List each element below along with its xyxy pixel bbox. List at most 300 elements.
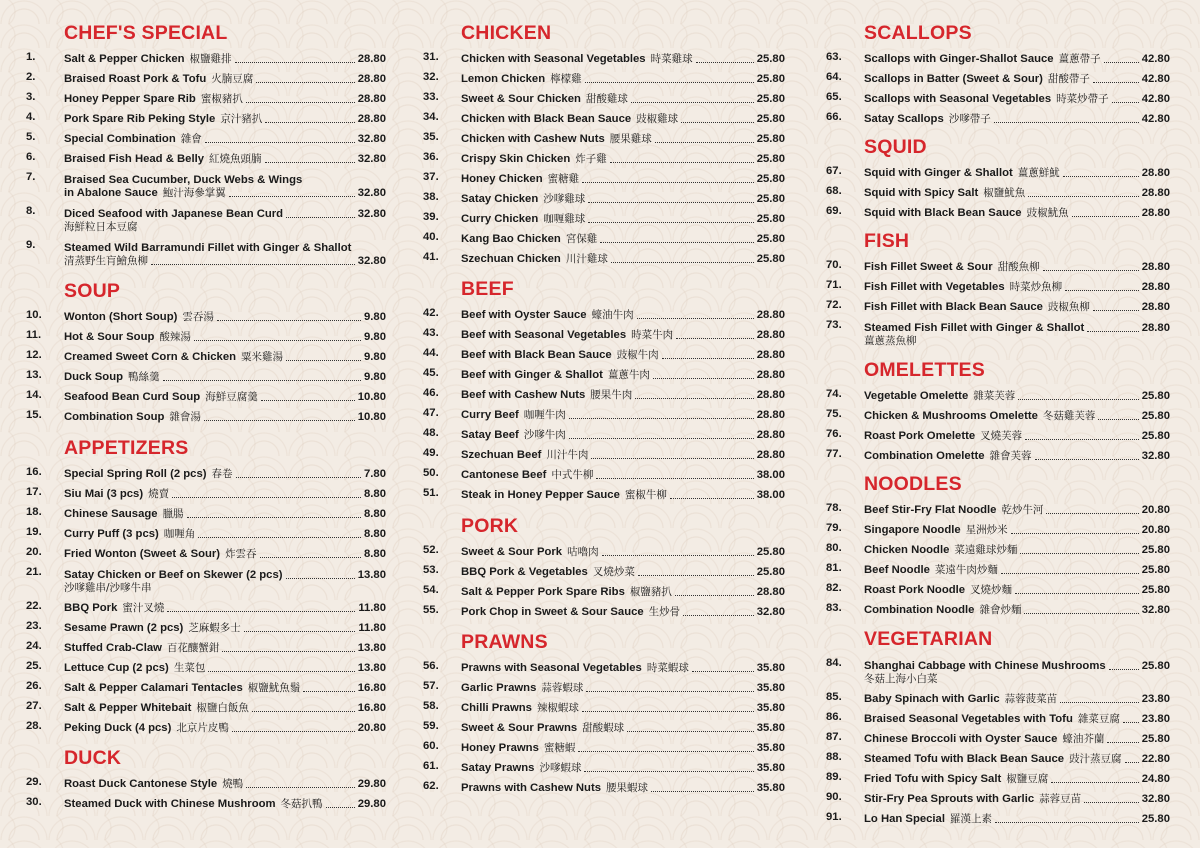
item-price: 25.80 — [756, 73, 785, 85]
item-number: 66. — [826, 111, 842, 123]
dot-leader — [1046, 512, 1138, 514]
item-name: Siu Mai (3 pcs) — [64, 488, 144, 500]
item-body — [864, 733, 1170, 746]
item-name: Duck Soup — [64, 371, 123, 383]
dot-leader — [1028, 195, 1138, 197]
menu-item — [826, 46, 1170, 66]
item-name: Prawns with Seasonal Vegetables — [461, 662, 642, 674]
item-name: Curry Beef — [461, 409, 519, 421]
item-number: 12. — [26, 349, 42, 361]
dot-leader — [236, 476, 362, 478]
item-line — [461, 173, 785, 186]
item-body — [461, 213, 785, 226]
item-line — [461, 349, 785, 362]
item-name: Salt & Pepper Chicken — [64, 53, 185, 65]
menu-item — [423, 86, 785, 106]
item-line — [864, 544, 1170, 557]
dot-leader — [596, 477, 753, 479]
item-line — [864, 322, 1170, 335]
item-chinese-name: 蠔油牛肉 — [591, 309, 634, 321]
item-number: 11. — [26, 329, 42, 341]
menu-item — [826, 557, 1170, 577]
item-price: 25.80 — [756, 53, 785, 65]
item-body — [461, 742, 785, 755]
item-line — [864, 93, 1170, 106]
menu-item — [423, 675, 785, 695]
dot-leader — [1024, 612, 1138, 614]
menu-item — [826, 423, 1170, 443]
item-name: Fish Fillet with Vegetables — [864, 281, 1005, 293]
dot-leader — [252, 710, 355, 712]
menu-item — [26, 46, 386, 66]
item-number: 10. — [26, 309, 42, 321]
item-number: 9. — [26, 239, 36, 251]
menu-item — [826, 106, 1170, 126]
item-body — [461, 153, 785, 166]
item-body — [64, 411, 386, 424]
item-chinese-name: 羅漢上素 — [949, 813, 992, 825]
item-body — [864, 187, 1170, 200]
item-number: 24. — [26, 640, 42, 652]
item-body — [864, 544, 1170, 557]
item-body — [461, 93, 785, 106]
item-number: 27. — [26, 700, 42, 712]
item-chinese-name: 海鮮粒日本豆腐 — [64, 221, 138, 233]
item-body — [64, 682, 386, 695]
item-line — [461, 369, 785, 382]
item-line — [461, 409, 785, 422]
menu-item — [26, 106, 386, 126]
item-price: 25.80 — [756, 193, 785, 205]
menu-item — [826, 786, 1170, 806]
item-line — [64, 255, 386, 268]
menu-item — [26, 364, 386, 384]
item-body — [461, 586, 785, 599]
item-price: 20.80 — [1141, 504, 1170, 516]
item-name: Beef with Cashew Nuts — [461, 389, 586, 401]
item-price: 25.80 — [1141, 410, 1170, 422]
item-chinese-name: 叉燒炒麵 — [970, 584, 1013, 596]
item-price: 8.80 — [364, 488, 386, 500]
item-line — [64, 702, 386, 715]
item-body — [864, 660, 1170, 686]
item-number: 1. — [26, 51, 36, 63]
item-body — [461, 329, 785, 342]
item-number: 68. — [826, 185, 842, 197]
dot-leader — [260, 556, 361, 558]
item-body — [461, 469, 785, 482]
menu-item-list — [26, 771, 386, 811]
item-chinese-name: 椒鹽白飯魚 — [196, 702, 249, 714]
item-name: Sweet & Sour Chicken — [461, 93, 581, 105]
dot-leader — [1109, 668, 1139, 670]
item-line — [64, 528, 386, 541]
item-name: Squid with Ginger & Shallot — [864, 167, 1013, 179]
item-price: 42.80 — [1141, 73, 1170, 85]
item-number: 50. — [423, 467, 439, 479]
menu-item — [26, 501, 386, 521]
menu-item — [423, 322, 785, 342]
item-name: Stir-Fry Pea Sprouts with Garlic — [864, 793, 1035, 805]
item-name: Szechuan Chicken — [461, 253, 561, 265]
dot-leader — [1107, 741, 1138, 743]
item-line — [64, 331, 386, 344]
dot-leader — [578, 750, 753, 752]
item-price: 28.80 — [357, 93, 386, 105]
item-line — [64, 778, 386, 791]
item-price: 23.80 — [1141, 713, 1170, 725]
item-price: 25.80 — [1141, 430, 1170, 442]
menu-item — [423, 146, 785, 166]
item-line — [864, 301, 1170, 314]
item-number: 26. — [26, 680, 42, 692]
dot-leader — [588, 201, 753, 203]
item-line — [64, 93, 386, 106]
item-name: Combination Soup — [64, 411, 165, 423]
item-number: 13. — [26, 369, 42, 381]
dot-leader — [651, 790, 754, 792]
menu-item — [26, 635, 386, 655]
item-line — [864, 281, 1170, 294]
item-chinese-name: 辣椒蝦球 — [536, 702, 579, 714]
menu-item — [423, 559, 785, 579]
item-price: 28.80 — [756, 429, 785, 441]
dot-leader — [303, 690, 354, 692]
item-body — [864, 167, 1170, 180]
item-price: 32.80 — [357, 208, 386, 220]
item-price: 28.80 — [756, 329, 785, 341]
item-name: Steamed Wild Barramundi Fillet with Ginger & Shallot — [64, 242, 352, 254]
item-body — [64, 331, 386, 344]
dot-leader — [610, 161, 754, 163]
item-body — [64, 53, 386, 66]
item-chinese-name: 蜜糖雞 — [547, 173, 580, 185]
item-body — [461, 489, 785, 502]
item-line — [461, 606, 785, 619]
item-name: Satay Scallops — [864, 113, 944, 125]
menu-category — [423, 20, 785, 266]
item-name: Sweet & Sour Pork — [461, 546, 563, 558]
item-number: 84. — [826, 657, 842, 669]
dot-leader — [1072, 215, 1139, 217]
item-line — [461, 133, 785, 146]
item-line — [461, 253, 785, 266]
item-name: Steamed Duck with Chinese Mushroom — [64, 798, 276, 810]
item-chinese-name: 雜會湯 — [169, 411, 201, 423]
item-chinese-name: 鴨絲羹 — [128, 371, 160, 383]
item-number: 4. — [26, 111, 36, 123]
item-chinese-name: 豉椒牛肉 — [616, 349, 659, 361]
item-chinese-name: 炸雲吞 — [225, 548, 257, 560]
item-line — [461, 546, 785, 559]
menu-item — [826, 200, 1170, 220]
item-price: 28.80 — [756, 369, 785, 381]
item-body — [64, 133, 386, 146]
item-number: 67. — [826, 165, 842, 177]
item-body — [864, 322, 1170, 348]
menu-item-list — [26, 46, 386, 268]
item-body — [461, 173, 785, 186]
item-body — [864, 281, 1170, 294]
item-price: 24.80 — [1141, 773, 1170, 785]
item-name: Beef with Black Bean Sauce — [461, 349, 612, 361]
dot-leader — [1104, 61, 1139, 63]
item-line — [864, 335, 1170, 348]
dot-leader — [208, 670, 354, 672]
item-price: 28.80 — [756, 349, 785, 361]
item-price: 28.80 — [756, 586, 785, 598]
item-line — [64, 311, 386, 324]
item-body — [64, 208, 386, 234]
item-name: Curry Chicken — [461, 213, 539, 225]
item-line — [64, 73, 386, 86]
menu-item — [26, 200, 386, 234]
dot-leader — [662, 357, 754, 359]
item-chinese-name: 菜遠牛肉炒麵 — [934, 564, 998, 576]
item-chinese-name: 薑蔥鮮魷 — [1017, 167, 1060, 179]
dot-leader — [683, 614, 754, 616]
item-chinese-name: 冬菇上海小白菜 — [864, 673, 938, 685]
item-price: 38.00 — [756, 489, 785, 501]
menu-item — [826, 314, 1170, 348]
menu-column-1 — [26, 20, 386, 840]
item-name: Kang Bao Chicken — [461, 233, 561, 245]
item-chinese-name: 甜酸蝦球 — [582, 722, 625, 734]
item-chinese-name: 燒鴨 — [222, 778, 244, 790]
item-price: 23.80 — [1141, 693, 1170, 705]
menu-item — [26, 561, 386, 595]
item-number: 87. — [826, 731, 842, 743]
item-line — [64, 113, 386, 126]
item-line — [461, 153, 785, 166]
menu-item-list — [826, 652, 1170, 826]
item-name: Salt & Pepper Calamari Tentacles — [64, 682, 243, 694]
menu-item — [26, 384, 386, 404]
item-name: Lettuce Cup (2 pcs) — [64, 662, 169, 674]
item-body — [461, 53, 785, 66]
item-chinese-name: 咖喱角 — [163, 528, 196, 540]
item-number: 6. — [26, 151, 36, 163]
item-body — [461, 762, 785, 775]
item-chinese-name: 檸檬雞 — [550, 73, 582, 85]
item-body — [461, 662, 785, 675]
menu-item — [826, 537, 1170, 557]
menu-item — [26, 541, 386, 561]
menu-item — [826, 726, 1170, 746]
item-price: 16.80 — [357, 702, 386, 714]
menu-item — [26, 481, 386, 501]
dot-leader — [235, 61, 355, 63]
item-price: 28.80 — [756, 409, 785, 421]
item-price: 28.80 — [357, 113, 386, 125]
item-number: 63. — [826, 51, 842, 63]
item-number: 8. — [26, 205, 36, 217]
item-line — [461, 113, 785, 126]
item-price: 13.80 — [357, 642, 386, 654]
dot-leader — [670, 497, 754, 499]
item-body — [461, 546, 785, 559]
dot-leader — [638, 574, 754, 576]
item-price: 25.80 — [1141, 584, 1170, 596]
category-title: SCALLOPS — [864, 22, 972, 44]
menu-item — [826, 443, 1170, 463]
menu-category — [826, 463, 1170, 617]
item-line — [64, 53, 386, 66]
item-price: 28.80 — [1141, 281, 1170, 293]
item-price: 28.80 — [756, 389, 785, 401]
item-number: 51. — [423, 487, 439, 499]
item-price: 25.80 — [1141, 390, 1170, 402]
item-number: 23. — [26, 620, 42, 632]
item-name: Scallops with Ginger-Shallot Sauce — [864, 53, 1054, 65]
item-chinese-name: 春卷 — [211, 468, 233, 480]
item-line — [864, 813, 1170, 826]
category-title: VEGETARIAN — [864, 628, 993, 650]
menu-item — [423, 442, 785, 462]
menu-item — [423, 66, 785, 86]
menu-category — [423, 619, 785, 795]
menu-item — [423, 695, 785, 715]
item-price: 28.80 — [756, 309, 785, 321]
category-title: CHEF'S SPECIAL — [64, 22, 228, 44]
item-chinese-name: 沙嗲蝦球 — [539, 762, 582, 774]
menu-item — [26, 344, 386, 364]
item-number: 3. — [26, 91, 36, 103]
item-number: 59. — [423, 720, 439, 732]
item-line — [461, 586, 785, 599]
item-line — [461, 469, 785, 482]
menu-item — [423, 462, 785, 482]
item-chinese-name: 清蒸野生肓鱠魚柳 — [64, 255, 148, 267]
dot-leader — [1065, 289, 1139, 291]
item-line — [64, 391, 386, 404]
item-name: Beef Stir-Fry Flat Noodle — [864, 504, 997, 516]
item-name: Steak in Honey Pepper Sauce — [461, 489, 620, 501]
menu-category — [423, 502, 785, 619]
menu-category — [826, 220, 1170, 348]
menu-item-list — [423, 46, 785, 266]
item-name: Chicken with Black Bean Sauce — [461, 113, 632, 125]
item-line — [64, 662, 386, 675]
item-name: Roast Pork Omelette — [864, 430, 976, 442]
item-number: 30. — [26, 796, 42, 808]
dot-leader — [261, 399, 355, 401]
item-line — [864, 390, 1170, 403]
dot-leader — [1011, 532, 1139, 534]
item-name: Honey Chicken — [461, 173, 543, 185]
item-chinese-name: 薑蔥帶子 — [1058, 53, 1101, 65]
item-body — [64, 528, 386, 541]
item-body — [864, 93, 1170, 106]
item-body — [864, 524, 1170, 537]
item-number: 49. — [423, 447, 439, 459]
item-chinese-name: 臘腸 — [162, 508, 184, 520]
menu-item — [826, 497, 1170, 517]
item-line — [461, 429, 785, 442]
item-body — [461, 389, 785, 402]
item-line — [64, 508, 386, 521]
dot-leader — [655, 141, 754, 143]
menu-item — [826, 160, 1170, 180]
menu-item — [423, 206, 785, 226]
item-number: 70. — [826, 259, 842, 271]
menu-item — [423, 735, 785, 755]
item-line — [461, 722, 785, 735]
item-chinese-name: 薑蔥蒸魚柳 — [864, 335, 917, 347]
item-name: Combination Noodle — [864, 604, 975, 616]
menu-item — [826, 254, 1170, 274]
dot-leader — [675, 594, 754, 596]
item-name: Beef with Oyster Sauce — [461, 309, 587, 321]
dot-leader — [286, 577, 355, 579]
item-line — [461, 233, 785, 246]
item-line — [64, 208, 386, 221]
item-price: 29.80 — [357, 798, 386, 810]
menu-item-list — [26, 461, 386, 735]
item-chinese-name: 甜酸帶子 — [1047, 73, 1090, 85]
category-title: BEEF — [461, 278, 514, 300]
item-chinese-name: 紅燒魚頭腩 — [209, 153, 262, 165]
item-body — [461, 309, 785, 322]
item-price: 25.80 — [1141, 660, 1170, 672]
menu-item — [423, 246, 785, 266]
item-name: Roast Pork Noodle — [864, 584, 966, 596]
dot-leader — [1093, 309, 1139, 311]
item-price: 28.80 — [1141, 167, 1170, 179]
menu-item — [423, 186, 785, 206]
item-chinese-name: 蜜椒牛柳 — [624, 489, 667, 501]
item-number: 32. — [423, 71, 439, 83]
item-line — [461, 213, 785, 226]
menu-item — [423, 422, 785, 442]
menu-item — [423, 362, 785, 382]
item-price: 32.80 — [1141, 604, 1170, 616]
item-body — [64, 642, 386, 655]
item-body — [864, 390, 1170, 403]
item-number: 43. — [423, 327, 439, 339]
item-chinese-name: 菜遠雞球炒麵 — [954, 544, 1018, 556]
item-line — [864, 504, 1170, 517]
item-number: 21. — [26, 566, 42, 578]
item-chinese-name: 咖喱雞球 — [543, 213, 586, 225]
item-body — [864, 301, 1170, 314]
item-number: 83. — [826, 602, 842, 614]
menu-category — [826, 20, 1170, 126]
item-line — [461, 389, 785, 402]
item-line — [461, 329, 785, 342]
menu-item — [26, 66, 386, 86]
item-price: 10.80 — [357, 391, 386, 403]
dot-leader — [582, 710, 754, 712]
menu-item — [423, 226, 785, 246]
item-chinese-name: 叉燒炒菜 — [592, 566, 635, 578]
item-name: Braised Sea Cucumber, Duck Webs & Wings — [64, 174, 303, 186]
item-body — [864, 773, 1170, 786]
item-number: 72. — [826, 299, 842, 311]
item-chinese-name: 京汁豬扒 — [220, 113, 263, 125]
item-line — [64, 351, 386, 364]
item-price: 20.80 — [357, 722, 386, 734]
dot-leader — [591, 457, 753, 459]
item-price: 32.80 — [357, 255, 386, 267]
item-line — [64, 722, 386, 735]
item-name: Hot & Sour Soup — [64, 331, 155, 343]
item-chinese-name: 蜜椒豬扒 — [200, 93, 243, 105]
dot-leader — [1001, 572, 1139, 574]
item-number: 86. — [826, 711, 842, 723]
menu-item — [423, 599, 785, 619]
item-body — [64, 113, 386, 126]
